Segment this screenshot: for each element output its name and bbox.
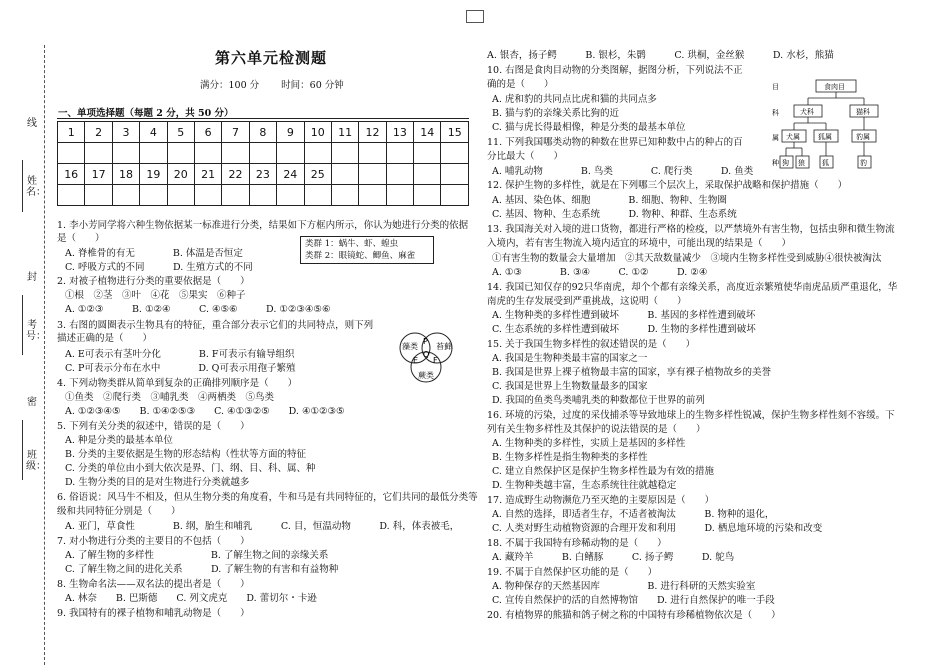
grid-cell: 3 — [112, 122, 139, 143]
question-line: 17. 造成野生动物濒危乃至灭绝的主要原因是（ ） — [487, 495, 715, 506]
question-line: 6. 俗语说：风马牛不相及，但从生物分类的角度看，牛和马是有共同特征的，它们共同的最低分类等 — [57, 492, 478, 503]
grid-cell — [331, 185, 358, 206]
answer-cell[interactable] — [359, 143, 386, 164]
option-line: B. 分类的主要依据是生物的形态结构（性状等方面的特征 — [65, 449, 307, 460]
answer-cell[interactable] — [140, 185, 167, 206]
venn-diagram — [392, 330, 460, 388]
taxonomy-tree-diagram — [770, 78, 885, 174]
option-line: A. ①②③ B. ①②④ C. ④⑤⑥ D. ①②③④⑤⑥ — [65, 304, 331, 315]
question-line: 19. 不属于自然保护区功能的是（ ） — [487, 567, 658, 578]
answer-cell[interactable] — [441, 143, 469, 164]
tree-rank-genus: 属 — [772, 134, 779, 142]
option-line: A. 脊椎骨的有无 B. 体温是否恒定 — [65, 248, 243, 259]
answer-grid — [57, 121, 469, 206]
question-line: 8. 生物命名法——双名法的提出者是（ ） — [57, 579, 250, 590]
question-line: 4. 下列动物类群从简单到复杂的正确排列顺序是（ ） — [57, 378, 298, 389]
question-line: 南虎的生存发展受到严重挑战，这说明（ ） — [487, 296, 687, 307]
option-line: A. E可表示有茎叶分化 B. F可表示有输导组织 — [65, 349, 295, 360]
option-line: A. 亚门，草食性 B. 纲，胎生和哺乳 C. 目，恒温动物 D. 科，体表被毛， — [65, 521, 460, 532]
tree-node-dog: 狗 — [782, 159, 789, 167]
answer-cell[interactable] — [331, 143, 358, 164]
venn-label-e: E — [413, 356, 419, 365]
option-line: C. 猫与虎长得最相像，种是分类的最基本单位 — [492, 122, 686, 133]
option-line: C. 我国是世界上生物数量最多的国家 — [492, 381, 648, 392]
question-line: 15. 关于我国生物多样性的叙述错误的是（ ） — [487, 339, 696, 350]
grid-cell: 6 — [194, 122, 221, 143]
question-line: 分比最大（ ） — [487, 151, 564, 162]
answer-cell[interactable] — [112, 143, 139, 164]
grid-cell — [359, 185, 386, 206]
option-line: ①有害生物的数量会大量增加 ②其天敌数量减少 ③境内生物多样性受到威胁④很快被淘汰 — [492, 253, 882, 264]
side-label-class: 班级： — [26, 450, 46, 472]
question-line: 入境内，若有害生物流入境内适宜的环境中，可能出现的结果是（ ） — [487, 238, 792, 249]
grid-cell: 11 — [331, 122, 358, 143]
section-rule — [57, 118, 469, 119]
answer-cell[interactable] — [167, 185, 194, 206]
tree-node-carnivora: 食肉目 — [824, 83, 845, 91]
grid-cell: 8 — [249, 122, 276, 143]
grid-cell: 15 — [441, 122, 469, 143]
grid-cell: 13 — [386, 122, 413, 143]
option-line: D. 生物分类的目的是对生物进行分类就越多 — [65, 477, 250, 488]
answer-cell[interactable] — [140, 143, 167, 164]
question-line: 描述正确的是（ ） — [57, 333, 153, 344]
venn-label-algae: 藻类 — [402, 342, 418, 351]
question-line: 11. 下列我国哪类动物的种数在世界已知种数中占的种占的百 — [487, 137, 743, 148]
question-line: 级和共同特征分别是（ ） — [57, 506, 181, 517]
option-line: A. 生物种类的多样性，实质上是基因的多样性 — [492, 438, 686, 449]
option-line: C. 呼吸方式的不同 D. 生殖方式的不同 — [65, 262, 253, 273]
question-line: 2. 对被子植物进行分类的重要依据是（ ） — [57, 276, 250, 287]
tree-rank-order: 目 — [772, 83, 779, 91]
side-label-name: 姓名： — [26, 176, 46, 198]
question-line: 20. 有植物界的熊猫和鸽子树之称的中国特有珍稀植物依次是（ ） — [487, 610, 781, 621]
option-line: B. 生物多样性是指生物种类的多样性 — [492, 452, 648, 463]
grid-cell: 25 — [304, 164, 331, 185]
side-label-seal: 封 — [27, 272, 37, 283]
question-line: 10. 右图是食肉目动物的分类图解，据图分析，下列说法不正 — [487, 65, 743, 76]
grid-cell — [359, 164, 386, 185]
option-line: A. 物种保存的天然基因库 B. 进行科研的天然实验室 — [492, 581, 756, 592]
classification-box — [300, 236, 434, 264]
blank-line-name — [22, 160, 23, 212]
answer-cell[interactable] — [112, 185, 139, 206]
grid-cell — [414, 164, 441, 185]
question-line: 是（ ） — [57, 233, 105, 244]
answer-cell[interactable] — [85, 185, 112, 206]
grid-cell — [441, 164, 469, 185]
question-line: 12. 保护生物的多样性，就是在下列哪三个层次上，采取保护战略和保护措施（ ） — [487, 180, 848, 191]
option-line: C. 了解生物之间的进化关系 D. 了解生物的有害和有益物种 — [65, 564, 339, 575]
tree-node-felidae: 猫科 — [856, 108, 870, 116]
option-line: A. 虎和豹的共同点比虎和猫的共同点多 — [492, 94, 657, 105]
grid-cell — [386, 164, 413, 185]
option-line: A. 种是分类的最基本单位 — [65, 435, 173, 446]
option-line: ①鱼类 ②爬行类 ③哺乳类 ④两栖类 ⑤鸟类 — [65, 392, 275, 403]
option-line: A. 我国是生物种类最丰富的国家之一 — [492, 353, 648, 364]
option-line: C. 生态系统的多样性遭到破坏 D. 生物的多样性遭到破坏 — [492, 324, 756, 335]
grid-cell: 2 — [85, 122, 112, 143]
question-line: 14. 我国已知仅存的92只华南虎，却个个都有亲缘关系，高度近亲繁殖使华南虎品质严重退化，华 — [487, 282, 898, 293]
answer-cell[interactable] — [85, 143, 112, 164]
option-line: C. 分类的单位由小到大依次是界、门、纲、目、科、属、种 — [65, 463, 316, 474]
tree-node-wolf: 狼 — [798, 159, 805, 167]
grid-cell: 9 — [277, 122, 304, 143]
section-heading: 一、单项选择题（每题 2 分，共 50 分） — [58, 108, 234, 119]
option-line: C. 建立自然保护区是保护生物多样性最为有效的措施 — [492, 466, 714, 477]
question-line: 13. 我国海关对入境的进口货物，都进行严格的检疫，以严禁境外有害生物，包括虫卵和微生物流 — [487, 224, 895, 235]
answer-cell[interactable] — [249, 185, 276, 206]
answer-cell[interactable] — [414, 143, 441, 164]
answer-cell[interactable] — [194, 185, 221, 206]
option-line: A. 哺乳动物 B. 鸟类 C. 爬行类 D. 鱼类 — [492, 166, 754, 177]
grid-cell: 18 — [112, 164, 139, 185]
grid-cell: 24 — [277, 164, 304, 185]
option-line: A. 银杏，扬子鳄 B. 银杉，朱鹮 C. 珙桐，金丝猴 D. 水杉，熊猫 — [487, 50, 834, 61]
option-line: A. 自然的选择，即适者生存，不适者被淘汰 B. 物种的退化， — [492, 509, 775, 520]
venn-label-moss: 苔藓 — [436, 342, 452, 351]
grid-cell: 23 — [249, 164, 276, 185]
answer-cell[interactable] — [222, 143, 249, 164]
grid-cell: 10 — [304, 122, 331, 143]
question-line: 9. 我国特有的裸子植物和哺乳动物是（ ） — [57, 608, 250, 619]
venn-label-p: P — [423, 337, 428, 346]
box-line-group2: 类群 2：眼镜蛇、鲫鱼、麻雀 — [305, 251, 416, 261]
exam-subtitle: 满分：100 分 时间：60 分钟 — [200, 80, 344, 91]
option-line: B. 猫与豹的亲缘关系比狗的近 — [492, 108, 620, 119]
question-line: 5. 下列有关分类的叙述中，错误的是（ ） — [57, 421, 250, 432]
grid-cell: 4 — [140, 122, 167, 143]
answer-cell[interactable] — [304, 143, 331, 164]
blank-line-class — [22, 420, 23, 480]
option-line: A. 藏羚羊 B. 白鳍豚 C. 扬子鳄 D. 鸵鸟 — [492, 552, 735, 563]
answer-cell[interactable] — [277, 143, 304, 164]
side-label-exam-number: 考号： — [26, 320, 46, 342]
tree-rank-species: 种 — [772, 159, 779, 167]
tree-node-panthera: 豹属 — [856, 133, 870, 141]
grid-cell: 7 — [222, 122, 249, 143]
question-line: 18. 不属于我国特有珍稀动物的是（ ） — [487, 538, 667, 549]
question-line: 7. 对小物进行分类的主要目的不包括（ ） — [57, 536, 250, 547]
grid-cell — [414, 185, 441, 206]
option-line: ①根 ②茎 ③叶 ④花 ⑤果实 ⑥种子 — [65, 290, 246, 301]
question-line: 确的是（ ） — [487, 79, 554, 90]
grid-cell: 5 — [167, 122, 194, 143]
option-line: A. 生物种类的多样性遭到破坏 B. 基因的多样性遭到破坏 — [492, 310, 756, 321]
tree-node-canidae: 犬科 — [800, 108, 814, 116]
question-line: 1. 李小芳同学将六种生物依据某一标准进行分类，结果如下方框内所示，你认为她进行分类的依据 — [57, 220, 469, 231]
binding-line — [44, 45, 45, 665]
question-line: 16. 环境的污染，过度的采伐捕杀等导致地球上的生物多样性锐减，保护生物多样性刻不容缓。下 — [487, 410, 895, 421]
option-line: A. ①③ B. ③④ C. ①② D. ②④ — [492, 267, 708, 278]
answer-cell[interactable] — [304, 185, 331, 206]
tree-node-leopard: 豹 — [860, 159, 867, 167]
tree-node-fox: 狐 — [822, 159, 829, 167]
answer-cell[interactable] — [386, 143, 413, 164]
venn-label-fern: 蕨类 — [418, 371, 434, 380]
option-line: D. 生物种类越丰富，生态系统往往就越稳定 — [492, 480, 677, 491]
tree-rank-family: 科 — [772, 109, 779, 117]
answer-cell[interactable] — [58, 185, 85, 206]
option-line: C. 宣传自然保护的活的自然博物馆 D. 进行自然保护的唯一手段 — [492, 595, 775, 606]
answer-cell[interactable] — [277, 185, 304, 206]
grid-cell: 20 — [167, 164, 194, 185]
answer-cell[interactable] — [249, 143, 276, 164]
page-corner-mark — [466, 10, 484, 23]
side-label-secret: 密 — [27, 397, 37, 408]
venn-label-q: Q — [423, 350, 430, 359]
option-line: C. P可表示分布在水中 D. Q可表示用孢子繁殖 — [65, 363, 296, 374]
grid-cell: 17 — [85, 164, 112, 185]
grid-cell: 19 — [140, 164, 167, 185]
answer-cell[interactable] — [194, 143, 221, 164]
page-title: 第六单元检测题 — [215, 49, 328, 67]
venn-label-f: F — [433, 356, 438, 365]
blank-line-exam-number — [22, 295, 23, 355]
grid-cell — [386, 185, 413, 206]
answer-cell[interactable] — [58, 143, 85, 164]
tree-node-canis: 犬属 — [786, 133, 800, 141]
option-line: A. ①②③④⑤ B. ①④②⑤③ C. ④①③②⑤ D. ④①②③⑤ — [65, 406, 345, 417]
option-line: C. 基因、物种、生态系统 D. 物种、种群、生态系统 — [492, 209, 737, 220]
grid-cell: 22 — [222, 164, 249, 185]
option-line: A. 林奈 B. 巴斯德 C. 列文虎克 D. 蕾切尔・卡逊 — [65, 593, 317, 604]
grid-cell — [331, 164, 358, 185]
grid-cell: 21 — [194, 164, 221, 185]
option-line: A. 基因、染色体、细胞 B. 细胞、物种、生物圈 — [492, 195, 727, 206]
question-line: 3. 右图的圆圈表示生物具有的特征，重合部分表示它们的共同特点，则下列 — [57, 320, 374, 331]
side-label-line: 线 — [27, 118, 37, 129]
tree-node-vulpes: 狐属 — [818, 133, 832, 141]
grid-cell: 16 — [58, 164, 85, 185]
option-line: C. 人类对野生动植物资源的合理开发和利用 D. 栖息地环境的污染和改变 — [492, 523, 823, 534]
answer-cell[interactable] — [167, 143, 194, 164]
answer-cell[interactable] — [222, 185, 249, 206]
grid-cell — [441, 185, 469, 206]
question-line: 列有关生物多样性及其保护的说法错误的是（ ） — [487, 424, 706, 435]
box-line-group1: 类群 1：蜗牛、虾、蝗虫 — [305, 239, 399, 249]
option-line: B. 我国是世界上裸子植物最丰富的国家，享有裸子植物故乡的美誉 — [492, 367, 772, 378]
grid-cell: 14 — [414, 122, 441, 143]
option-line: A. 了解生物的多样性 B. 了解生物之间的亲缘关系 — [65, 550, 329, 561]
grid-cell: 1 — [58, 122, 85, 143]
option-line: D. 我国的鱼类鸟类哺乳类的种数都位于世界的前列 — [492, 395, 705, 406]
grid-cell: 12 — [359, 122, 386, 143]
